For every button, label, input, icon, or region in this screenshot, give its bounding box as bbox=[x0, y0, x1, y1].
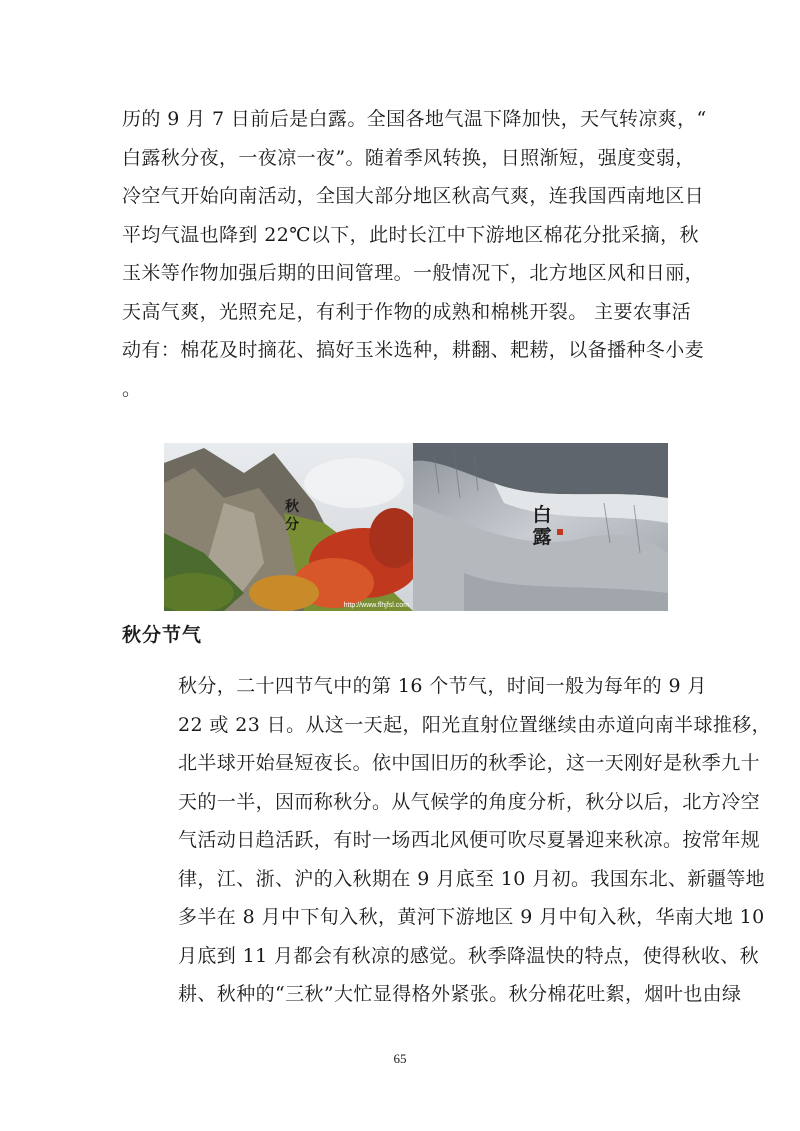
bailu-caption-2: 露 bbox=[532, 526, 552, 548]
text-line: 律，江、浙、沪的入秋期在 9 月底至 10 月初。我国东北、新疆等地 bbox=[178, 867, 766, 890]
text-line: 历的 9 月 7 日前后是白露。全国各地气温下降加快，天气转凉爽，“ bbox=[122, 108, 707, 130]
text-line: 气活动日趋活跃，有时一场西北风便可吹尽夏暑迎来秋凉。按常年规 bbox=[178, 829, 761, 851]
text-line: 平均气温也降到 22℃以下，此时长江中下游地区棉花分批采摘，秋 bbox=[122, 223, 699, 246]
text-line: 秋分，二十四节气中的第 16 个节气，时间一般为每年的 9 月 bbox=[178, 675, 707, 697]
qiufen-caption-1: 秋 bbox=[285, 499, 299, 515]
text-line: 月底到 11 月都会有秋凉的感觉。秋季降温快的特点，使得秋收、秋 bbox=[178, 944, 760, 967]
text-line: 。 bbox=[122, 377, 142, 400]
red-seal-icon bbox=[557, 529, 563, 535]
solar-terms-figure bbox=[164, 443, 668, 611]
white-dew-photo bbox=[413, 443, 668, 611]
text-line: 玉米等作物加强后期的田间管理。一般情况下，北方地区风和日丽， bbox=[122, 262, 705, 284]
text-line: 冷空气开始向南活动，全国大部分地区秋高气爽，连我国西南地区日 bbox=[122, 185, 705, 207]
page-number: 65 bbox=[393, 1051, 407, 1066]
paragraph-bailu bbox=[122, 100, 707, 408]
paragraph-qiufen bbox=[122, 667, 772, 1014]
text-line: 动有：棉花及时摘花、搞好玉米选种，耕翻、耙耢，以备播种冬小麦 bbox=[122, 339, 705, 361]
text-line: 白露秋分夜，一夜凉一夜”。随着季风转换，日照渐短，强度变弱， bbox=[122, 146, 695, 169]
text-line: 天的一半，因而称秋分。从气候学的角度分析，秋分以后，北方冷空 bbox=[178, 790, 761, 813]
text-line: 耕、秋种的“三秋”大忙显得格外紧张。秋分棉花吐絮，烟叶也由绿 bbox=[178, 983, 742, 1005]
autumn-mountain-photo bbox=[164, 443, 419, 611]
photo-watermark: http://www.flhjfsl.com bbox=[343, 602, 409, 609]
section-heading: 秋分节气 bbox=[122, 624, 203, 646]
qiufen-caption-2: 分 bbox=[285, 517, 299, 533]
text-line: 22 或 23 日。从这一天起，阳光直射位置继续由赤道向南半球推移， bbox=[178, 713, 772, 736]
text-line: 天高气爽，光照充足，有利于作物的成熟和棉桃开裂。 主要农事活 bbox=[122, 300, 692, 323]
text-line: 北半球开始昼短夜长。依中国旧历的秋季论，这一天刚好是秋季九十 bbox=[178, 752, 761, 774]
bailu-caption-1: 白 bbox=[532, 504, 552, 526]
text-line: 多半在 8 月中下旬入秋，黄河下游地区 9 月中旬入秋，华南大地 10 bbox=[178, 906, 765, 928]
